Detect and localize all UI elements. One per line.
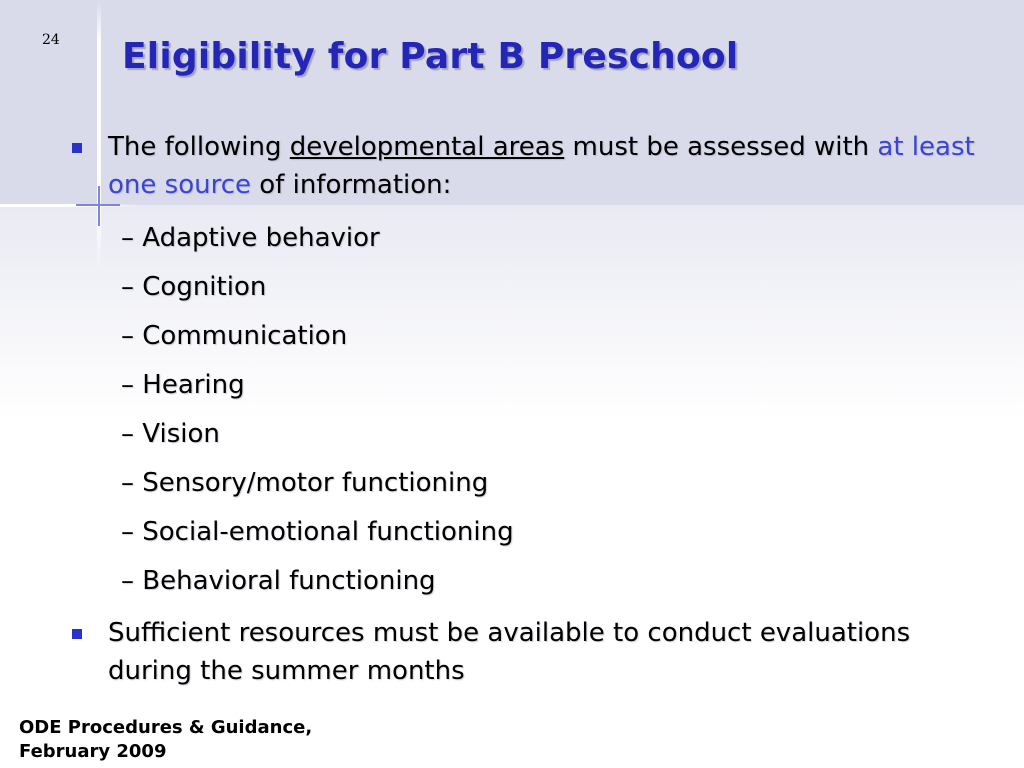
dash-prefix: – [121,566,143,596]
bullet-developmental-areas [66,128,996,204]
footer-line-1: ODE Procedures & Guidance, [19,717,313,738]
list-item [66,214,996,263]
underlined-term: developmental areas [289,132,565,162]
slide-content [66,128,996,690]
list-item [66,410,996,459]
list-item-label: Vision [142,419,220,449]
bullet-sufficient-resources [66,614,996,690]
list-item [66,361,996,410]
list-item-label: Cognition [142,272,267,302]
list-item-label: Behavioral functioning [142,566,436,596]
list-item-label: Communication [142,321,348,351]
list-item [66,508,996,557]
bullet-text-middle: must be assessed with [564,132,878,162]
list-item [66,312,996,361]
slide-number: 24 [42,32,60,48]
dash-prefix: – [121,468,143,498]
square-bullet-icon [72,629,82,639]
bullet-text-before: The following [108,132,290,162]
list-item-label: Sensory/motor functioning [142,468,489,498]
dash-prefix: – [121,370,143,400]
list-item-label: Social-emotional functioning [142,517,514,547]
dash-prefix: – [121,272,143,302]
footer-line-2: February 2009 [19,741,167,762]
dash-prefix: – [121,517,143,547]
developmental-areas-list [66,214,996,606]
list-item [66,459,996,508]
list-item [66,263,996,312]
list-item-label: Hearing [142,370,245,400]
bullet-text-after: of information: [251,170,452,200]
bullet-text: Sufficient resources must be available to conduct evaluations during the summer months [108,618,911,686]
footer-citation [19,716,312,764]
list-item-label: Adaptive behavior [142,223,380,253]
square-bullet-icon [72,143,82,153]
dash-prefix: – [121,419,143,449]
dash-prefix: – [121,223,143,253]
slide-title: Eligibility for Part B Preschool [122,36,739,77]
list-item [66,557,996,606]
dash-prefix: – [121,321,143,351]
highlighted-term: at least one source [108,132,975,200]
